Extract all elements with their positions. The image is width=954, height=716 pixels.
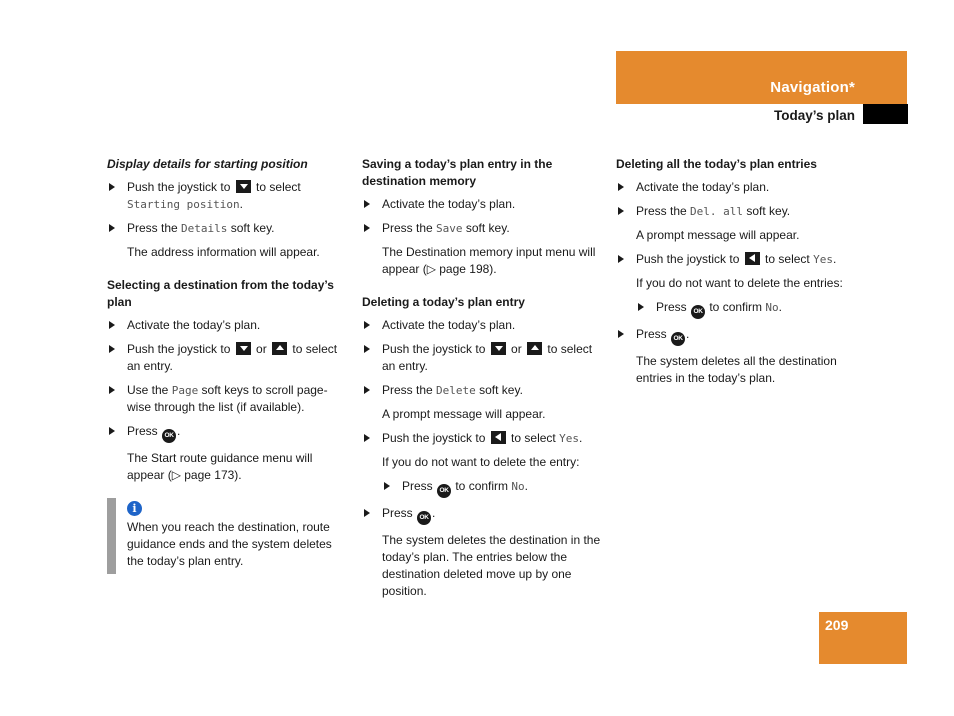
option-code: No <box>765 301 779 314</box>
heading-display-details: Display details for starting position <box>107 157 308 171</box>
result-note: A prompt message will appear. <box>382 407 546 421</box>
bullet-arrow-icon <box>109 427 115 435</box>
soft-key-code: Delete <box>436 384 476 397</box>
step: Push the joystick to or to select an entry. <box>107 341 347 375</box>
step: Press the Details soft key. <box>107 220 347 237</box>
thumb-tab <box>863 104 908 124</box>
bullet-arrow-icon <box>364 321 370 329</box>
result-note: The address information will appear. <box>127 245 320 259</box>
result-note: The system deletes the destination in the today’s plan. The entries below the destination deleted move up by one position. <box>382 533 601 598</box>
joystick-left-icon <box>745 252 760 265</box>
soft-key-code: Del. all <box>690 205 744 218</box>
bullet-arrow-icon <box>364 509 370 517</box>
step: Press the Save soft key. <box>362 220 602 237</box>
result-note: The system deletes all the destination entries in the today’s plan. <box>636 354 837 385</box>
step: Press OK . <box>362 505 602 525</box>
step: Activate the today’s plan. <box>362 317 602 334</box>
bullet-arrow-icon <box>638 303 644 311</box>
step: Push the joystick to to select Yes. <box>616 251 864 268</box>
step: Press the Del. all soft key. <box>616 203 864 220</box>
bullet-arrow-icon <box>109 321 115 329</box>
soft-key-code: Page <box>171 384 199 397</box>
info-text: When you reach the destination, route guidance ends and the system deletes the today’s plan entry. <box>127 520 332 568</box>
soft-key-code: Save <box>436 222 463 235</box>
subsection-title: Today’s plan <box>773 108 855 123</box>
step: Push the joystick to or to select an entry. <box>362 341 602 375</box>
note-bar <box>107 498 116 574</box>
step: Press OK . <box>616 326 864 346</box>
header-bar <box>616 51 907 104</box>
ok-button-icon: OK <box>437 484 451 498</box>
column-3 <box>616 156 864 394</box>
bullet-arrow-icon <box>364 200 370 208</box>
section-title: Navigation* <box>770 79 855 96</box>
info-icon: i <box>127 501 142 516</box>
step: Activate the today’s plan. <box>107 317 347 334</box>
info-note <box>107 498 347 574</box>
joystick-down-icon <box>236 342 251 355</box>
joystick-down-icon <box>491 342 506 355</box>
result-note: If you do not want to delete the entry: <box>382 455 580 469</box>
result-note: The Start route guidance menu will appear (▷ page 173). <box>127 451 313 482</box>
heading-selecting-destination: Selecting a destination from the today’s plan <box>107 278 334 309</box>
bullet-arrow-icon <box>364 386 370 394</box>
ok-button-icon: OK <box>691 305 705 319</box>
bullet-arrow-icon <box>109 183 115 191</box>
bullet-arrow-icon <box>109 224 115 232</box>
column-1 <box>107 156 347 574</box>
page-number-box <box>819 612 907 664</box>
option-code: Yes <box>559 432 579 445</box>
soft-key-code: Details <box>181 222 228 235</box>
result-note: The Destination memory input menu will appear (▷ page 198). <box>382 245 596 276</box>
bullet-arrow-icon <box>364 345 370 353</box>
step: Push the joystick to to select Yes. <box>362 430 602 447</box>
bullet-arrow-icon <box>384 482 390 490</box>
result-note: A prompt message will appear. <box>636 228 800 242</box>
heading-deleting-entry: Deleting a today’s plan entry <box>362 295 525 309</box>
bullet-arrow-icon <box>109 345 115 353</box>
sub-step: Press OK to confirm No. <box>362 478 602 498</box>
ok-button-icon: OK <box>162 429 176 443</box>
joystick-up-icon <box>527 342 542 355</box>
ok-button-icon: OK <box>671 332 685 346</box>
step: Activate the today’s plan. <box>362 196 602 213</box>
heading-deleting-all: Deleting all the today’s plan entries <box>616 157 817 171</box>
step: Push the joystick to to select Starting position. <box>107 179 347 213</box>
bullet-arrow-icon <box>364 434 370 442</box>
bullet-arrow-icon <box>618 183 624 191</box>
step: Press the Delete soft key. <box>362 382 602 399</box>
option-code: Yes <box>813 253 833 266</box>
menu-item-code: Starting position <box>127 198 240 211</box>
joystick-up-icon <box>272 342 287 355</box>
bullet-arrow-icon <box>618 207 624 215</box>
step: Press OK . <box>107 423 347 443</box>
joystick-left-icon <box>491 431 506 444</box>
result-note: If you do not want to delete the entries: <box>636 276 843 290</box>
ok-button-icon: OK <box>417 511 431 525</box>
option-code: No <box>511 480 525 493</box>
bullet-arrow-icon <box>618 255 624 263</box>
heading-saving-entry: Saving a today’s plan entry in the destination memory <box>362 157 553 188</box>
column-2 <box>362 156 602 607</box>
bullet-arrow-icon <box>364 224 370 232</box>
page-number: 209 <box>825 617 849 633</box>
step: Activate the today’s plan. <box>616 179 864 196</box>
bullet-arrow-icon <box>109 386 115 394</box>
step: Use the Page soft keys to scroll page-wise through the list (if available). <box>107 382 347 416</box>
sub-step: Press OK to confirm No. <box>616 299 864 319</box>
joystick-down-icon <box>236 180 251 193</box>
bullet-arrow-icon <box>618 330 624 338</box>
